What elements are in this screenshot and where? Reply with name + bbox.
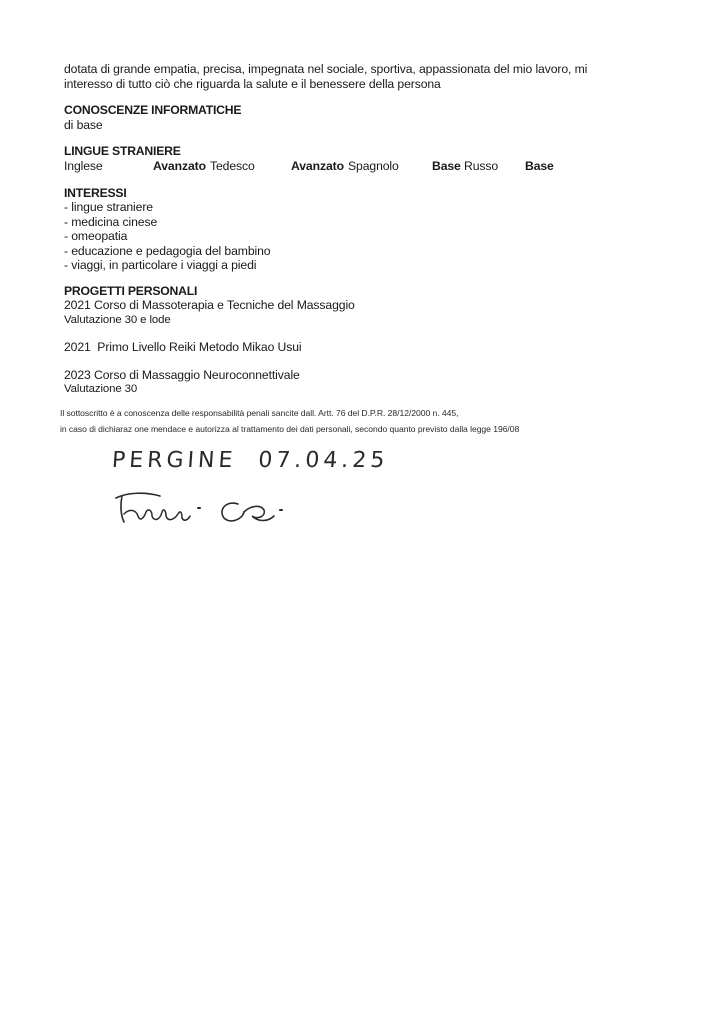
list-item: - lingue straniere (64, 200, 153, 214)
languages-row (64, 159, 664, 174)
language-name: Spagnolo (348, 158, 399, 173)
cv-content (64, 62, 664, 397)
language-level: Avanzato (153, 158, 206, 173)
list-item: - omeopatia (64, 229, 128, 243)
computer-skills-level: di base (64, 117, 103, 132)
list-item: - medicina cinese (64, 214, 158, 229)
intro-line-2: interesso di tutto ciò che riguarda la salute e il benessere della persona (64, 76, 441, 91)
project-note: Valutazione 30 e lode (64, 313, 171, 326)
handwritten-place-date (111, 448, 389, 473)
handwritten-date: 07.04.25 (257, 448, 390, 473)
project-title: 2023 Corso di Massaggio Neuroconnettivale (64, 367, 300, 382)
languages-section (64, 144, 664, 174)
declaration-line-2: in caso di dichiaraz one mendace e autorizza al trattamento dei dati personali, secondo quanto previsto dalla legge 196/08 (60, 424, 520, 434)
interests-heading: INTERESSI (64, 185, 127, 200)
languages-heading: LINGUE STRANIERE (64, 144, 181, 158)
projects-section (64, 284, 664, 397)
interests-list (64, 200, 664, 273)
handwritten-signature (108, 486, 308, 534)
handwritten-place: PERGINE (111, 448, 238, 473)
projects-heading: PROGETTI PERSONALI (64, 283, 198, 298)
language-level: Base (525, 158, 554, 173)
language-name: Tedesco (210, 158, 255, 173)
project-note: Valutazione 30 (64, 383, 138, 395)
list-item: - educazione e pedagogia del bambino (64, 243, 271, 258)
project-item (64, 340, 664, 355)
declaration-line-1: Il sottoscritto è a conoscenza delle responsabilità penali sancite dall. Artt. 76 del D.P.R. 28/12/2000 n. 445, (60, 408, 459, 418)
computer-skills-section (64, 103, 664, 132)
list-item: - viaggi, in particolare i viaggi a piedi (64, 258, 257, 272)
language-name: Inglese (64, 158, 103, 173)
legal-declaration (60, 405, 680, 437)
interests-section (64, 186, 664, 273)
intro-line-1: dotata di grande empatia, precisa, impegnata nel sociale, sportiva, appassionata del mio lavoro, mi (64, 62, 588, 76)
intro-paragraph (64, 62, 664, 91)
project-item (64, 298, 664, 327)
project-title: 2021 Corso di Massoterapia e Tecniche del Massaggio (64, 298, 355, 312)
computer-skills-heading: CONOSCENZE INFORMATICHE (64, 103, 242, 117)
language-name: Russo (464, 158, 499, 173)
language-level: Avanzato (291, 158, 344, 173)
language-level: Base (432, 158, 461, 173)
project-title: 2021 Primo Livello Reiki Metodo Mikao Usui (64, 340, 302, 354)
project-item (64, 368, 664, 397)
